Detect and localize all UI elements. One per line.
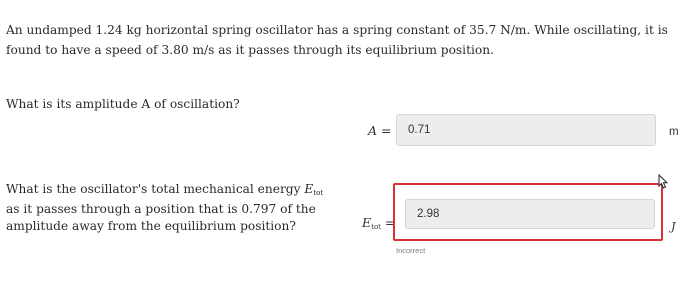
problem-statement: An undamped 1.24 kg horizontal spring oscillator has a spring constant of 35.7 N/m. While oscillating, it is found to have a speed of 3.80 m/s as it passes through its equilibrium position. [6,23,668,57]
question-amplitude: What is its amplitude A of oscillation? [6,97,240,111]
status-incorrect: Incorrect [396,246,426,255]
question-energy-var: E [304,182,314,196]
energy-unit: J [671,219,676,233]
amplitude-answer-field[interactable] [396,114,656,146]
energy-label-eq: = [380,215,396,230]
energy-label-var: E [362,215,372,230]
question-energy-sub: tot [313,189,324,197]
question-total-energy [6,181,336,236]
mouse-cursor-icon [656,174,670,190]
energy-label [362,215,395,230]
energy-label-sub: tot [371,223,381,231]
question-total-energy-text-after: as it passes through a position that is 0.797 of the amplitude away from the equilibrium position? [6,201,316,233]
amplitude-label-text: A = [368,123,392,138]
amplitude-label [368,123,391,138]
energy-answer-field[interactable] [405,199,655,229]
energy-answer-value: 2.98 [417,208,440,220]
question-total-energy-text-before: What is the oscillator's total mechanical energy [6,182,305,196]
amplitude-unit: m [669,126,679,138]
amplitude-answer-value: 0.71 [408,124,431,136]
